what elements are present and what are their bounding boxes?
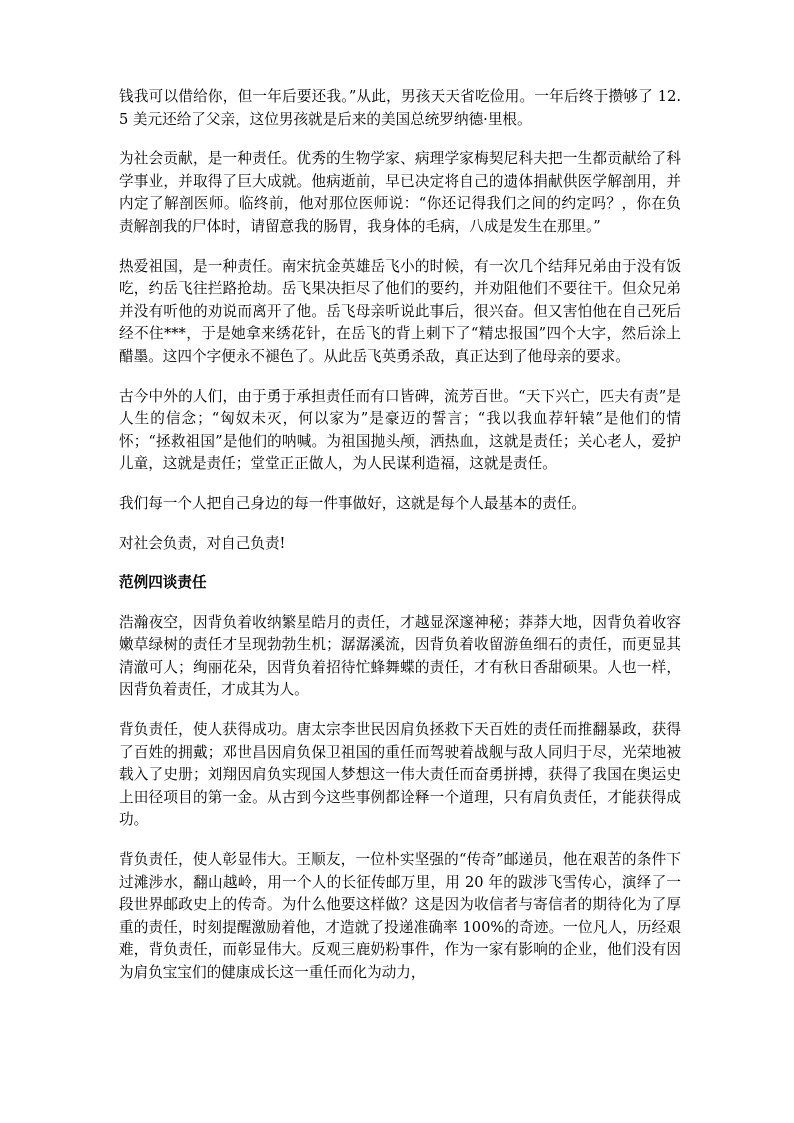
paragraph: 为社会贡献，是一种责任。优秀的生物学家、病理学家梅契尼科夫把一生都贡献给了科学事业，并取得了巨大成就。他病逝前，早已决定将自己的遗体捐献供医学解剖用，并内定了解剖医师。临终前，他对那位医师说：“你还记得我们之间的约定吗？，你在负责解剖我的尸体时，请留意我的肠胃，我身体的毛病，八成是发生在那里。” bbox=[119, 150, 681, 235]
paragraph: 古今中外的人们，由于勇于承担责任而有口皆碑，流芳百世。“天下兴亡，匹夫有责”是人生的信念；“匈奴未灭，何以家为”是豪迈的誓言；“我以我血荐轩辕”是他们的情怀；“拯救祖国”是他们的呐喊。为祖国抛头颅，洒热血，这就是责任；关心老人，爱护儿童，这就是责任；堂堂正正做人，为人民谋利造福，这就是责任。 bbox=[119, 387, 681, 473]
section-heading: 范例四谈责任 bbox=[119, 574, 207, 592]
paragraph: 背负责任，使人彰显伟大。王顺友，一位朴实坚强的“传奇”邮递员，他在艰苦的条件下过滩涉水，翻山越岭，用一个人的长征传邮万里，用 20 年的跋涉飞雪传心，演绎了一段世界邮政史上的传奇。为什么他要这样做？这是因为收信者与寄信者的期待化为了厚重的责任，时刻提醒激励着他，才造就了投递准确率 100%的奇迹。一位凡人，历经艰难，背负责任，而彰显伟大。反观三鹿奶粉事件，作为一家有影响的企业，他们没有因为肩负宝宝们的健康成长这一重任而化为动力， bbox=[119, 851, 681, 981]
paragraph: 背负责任，使人获得成功。唐太宗李世民因肩负拯救下天百姓的责任而推翻暴政，获得了百姓的拥戴；邓世昌因肩负保卫祖国的重任而驾驶着战舰与敌人同归于尽，光荣地被载入了史册；刘翔因肩负实现国人梦想这一伟大责任而奋勇拼搏，获得了我国在奥运史上田径项目的第一金。从古到今这些事例都诠释一个道理，只有肩负责任，才能获得成功。 bbox=[119, 721, 681, 829]
paragraph: 钱我可以借给你，但一年后要还我。”从此，男孩天天省吃俭用。一年后终于攒够了 12.5 美元还给了父亲，这位男孩就是后来的美国总统罗纳德·里根。 bbox=[119, 88, 681, 128]
paragraph: 浩瀚夜空，因背负着收纳繁星皓月的责任，才越显深邃神秘；莽莽大地，因背负着收容嫩草绿树的责任才呈现勃勃生机；潺潺溪流，因背负着收留游鱼细石的责任，而更显其清澈可人；绚丽花朵，因背负着招待忙蜂舞蝶的责任，才有秋日香甜硕果。人也一样，因背负着责任，才成其为人。 bbox=[119, 613, 681, 699]
paragraph: 我们每一个人把自己身边的每一件事做好，这就是每个人最基本的责任。 bbox=[119, 494, 587, 512]
paragraph: 对社会负责，对自己负责! bbox=[119, 534, 286, 552]
document-page bbox=[119, 86, 681, 1002]
paragraph: 热爱祖国，是一种责任。南宋抗金英雄岳飞小的时候，有一次几个结拜兄弟由于没有饭吃，约岳飞往拦路抢劫。岳飞果决拒尽了他们的要约，并劝阻他们不要往干。但众兄弟并没有听他的劝说而离开了他。岳飞母亲听说此事后，很兴奋。但又害怕他在自己死后经不住***，于是她拿来绣花针，在岳飞的背上刺下了“精忠报国”四个大字，然后涂上醋墨。这四个字便永不褪色了。从此岳飞英勇杀敌，真正达到了他母亲的要求。 bbox=[119, 257, 681, 365]
